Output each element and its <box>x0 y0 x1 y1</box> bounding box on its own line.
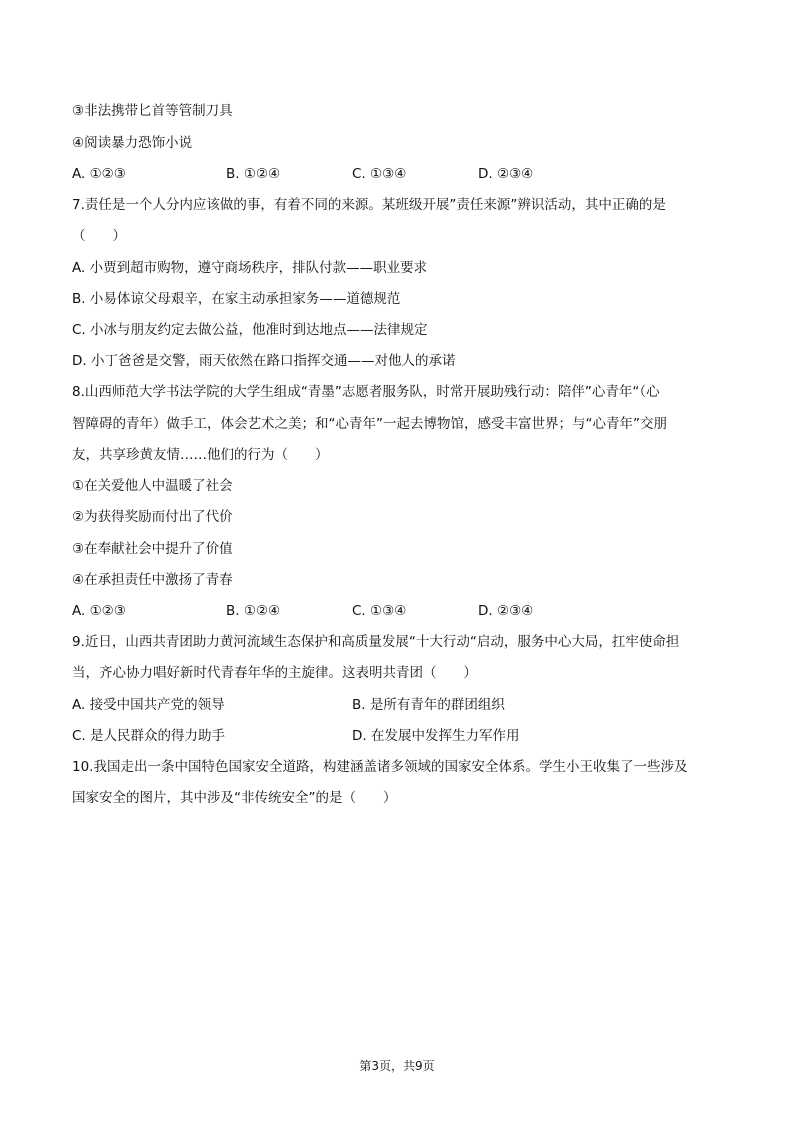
q8-stem-line-2: 智障碍的青年）做手工，体会艺术之美；和“心青年”一起去博物馆，感受丰富世界；与“心青年”交朋 <box>72 416 667 432</box>
q9-option-b: B. 是所有青年的群团组织 <box>352 697 505 713</box>
q8-stem-line-3: 友，共享珍黄友情……他们的行为（ ） <box>72 447 329 463</box>
q8-item-3: ③在奉献社会中提升了价值 <box>72 541 233 557</box>
q9-stem-line-1: 9.近日，山西共青团助力黄河流域生态保护和高质量发展“十大行动“启动，服务中心大局，扛牢使命担 <box>72 634 680 650</box>
q10-stem-line-2: 国家安全的图片，其中涉及“非传统安全”的是（ ） <box>72 790 397 806</box>
page-number-footer: 第3页，共9页 <box>359 1059 435 1073</box>
q6-option-c: C. ①③④ <box>352 166 407 182</box>
q6-item-4: ④阅读暴力恐饰小说 <box>72 135 193 151</box>
q9-option-d: D. 在发展中发挥生力军作用 <box>352 728 520 744</box>
q9-option-c: C. 是人民群众的得力助手 <box>72 728 226 744</box>
q7-option-d: D. 小丁爸爸是交警，雨天依然在路口指挥交通——对他人的承诺 <box>72 353 456 369</box>
q10-stem-line-1: 10.我国走出一条中国特色国家安全道路，构建涵盖诸多领域的国家安全体系。学生小王收集了一些涉及 <box>72 759 688 775</box>
q8-option-b: B. ①②④ <box>226 603 281 619</box>
q6-item-3: ③非法携带匕首等管制刀具 <box>72 103 233 119</box>
q8-stem-line-1: 8.山西师范大学书法学院的大学生组成“青墨”志愿者服务队，时常开展助残行动：陪伴”心青年“（心 <box>72 384 660 400</box>
q6-option-d: D. ②③④ <box>478 166 534 182</box>
q7-option-c: C. 小冰与朋友约定去做公益，他准时到达地点——法律规定 <box>72 322 428 338</box>
q7-option-a: A. 小贾到超市购物，遵守商场秩序，排队付款——职业要求 <box>72 260 428 276</box>
q8-item-1: ①在关爱他人中温暖了社会 <box>72 478 233 494</box>
q7-stem: 7.责任是一个人分内应该做的事，有着不同的来源。某班级开展”责任来源”辨识活动，其中正确的是 <box>72 197 666 213</box>
q8-option-d: D. ②③④ <box>478 603 534 619</box>
q8-option-c: C. ①③④ <box>352 603 407 619</box>
q7-option-b: B. 小易体谅父母艰辛，在家主动承担家务——道德规范 <box>72 291 401 307</box>
q6-option-b: B. ①②④ <box>226 166 281 182</box>
q6-option-a: A. ①②③ <box>72 166 126 182</box>
q9-option-a: A. 接受中国共产党的领导 <box>72 697 225 713</box>
q9-stem-line-2: 当，齐心协力唱好新时代青春年华的主旋律。这表明共青团（ ） <box>72 665 477 681</box>
q7-stem-bracket: （ ） <box>72 228 126 244</box>
q8-item-4: ④在承担责任中激扬了青春 <box>72 572 233 588</box>
q8-option-a: A. ①②③ <box>72 603 126 619</box>
q8-item-2: ②为获得奖励而付出了代价 <box>72 509 233 525</box>
